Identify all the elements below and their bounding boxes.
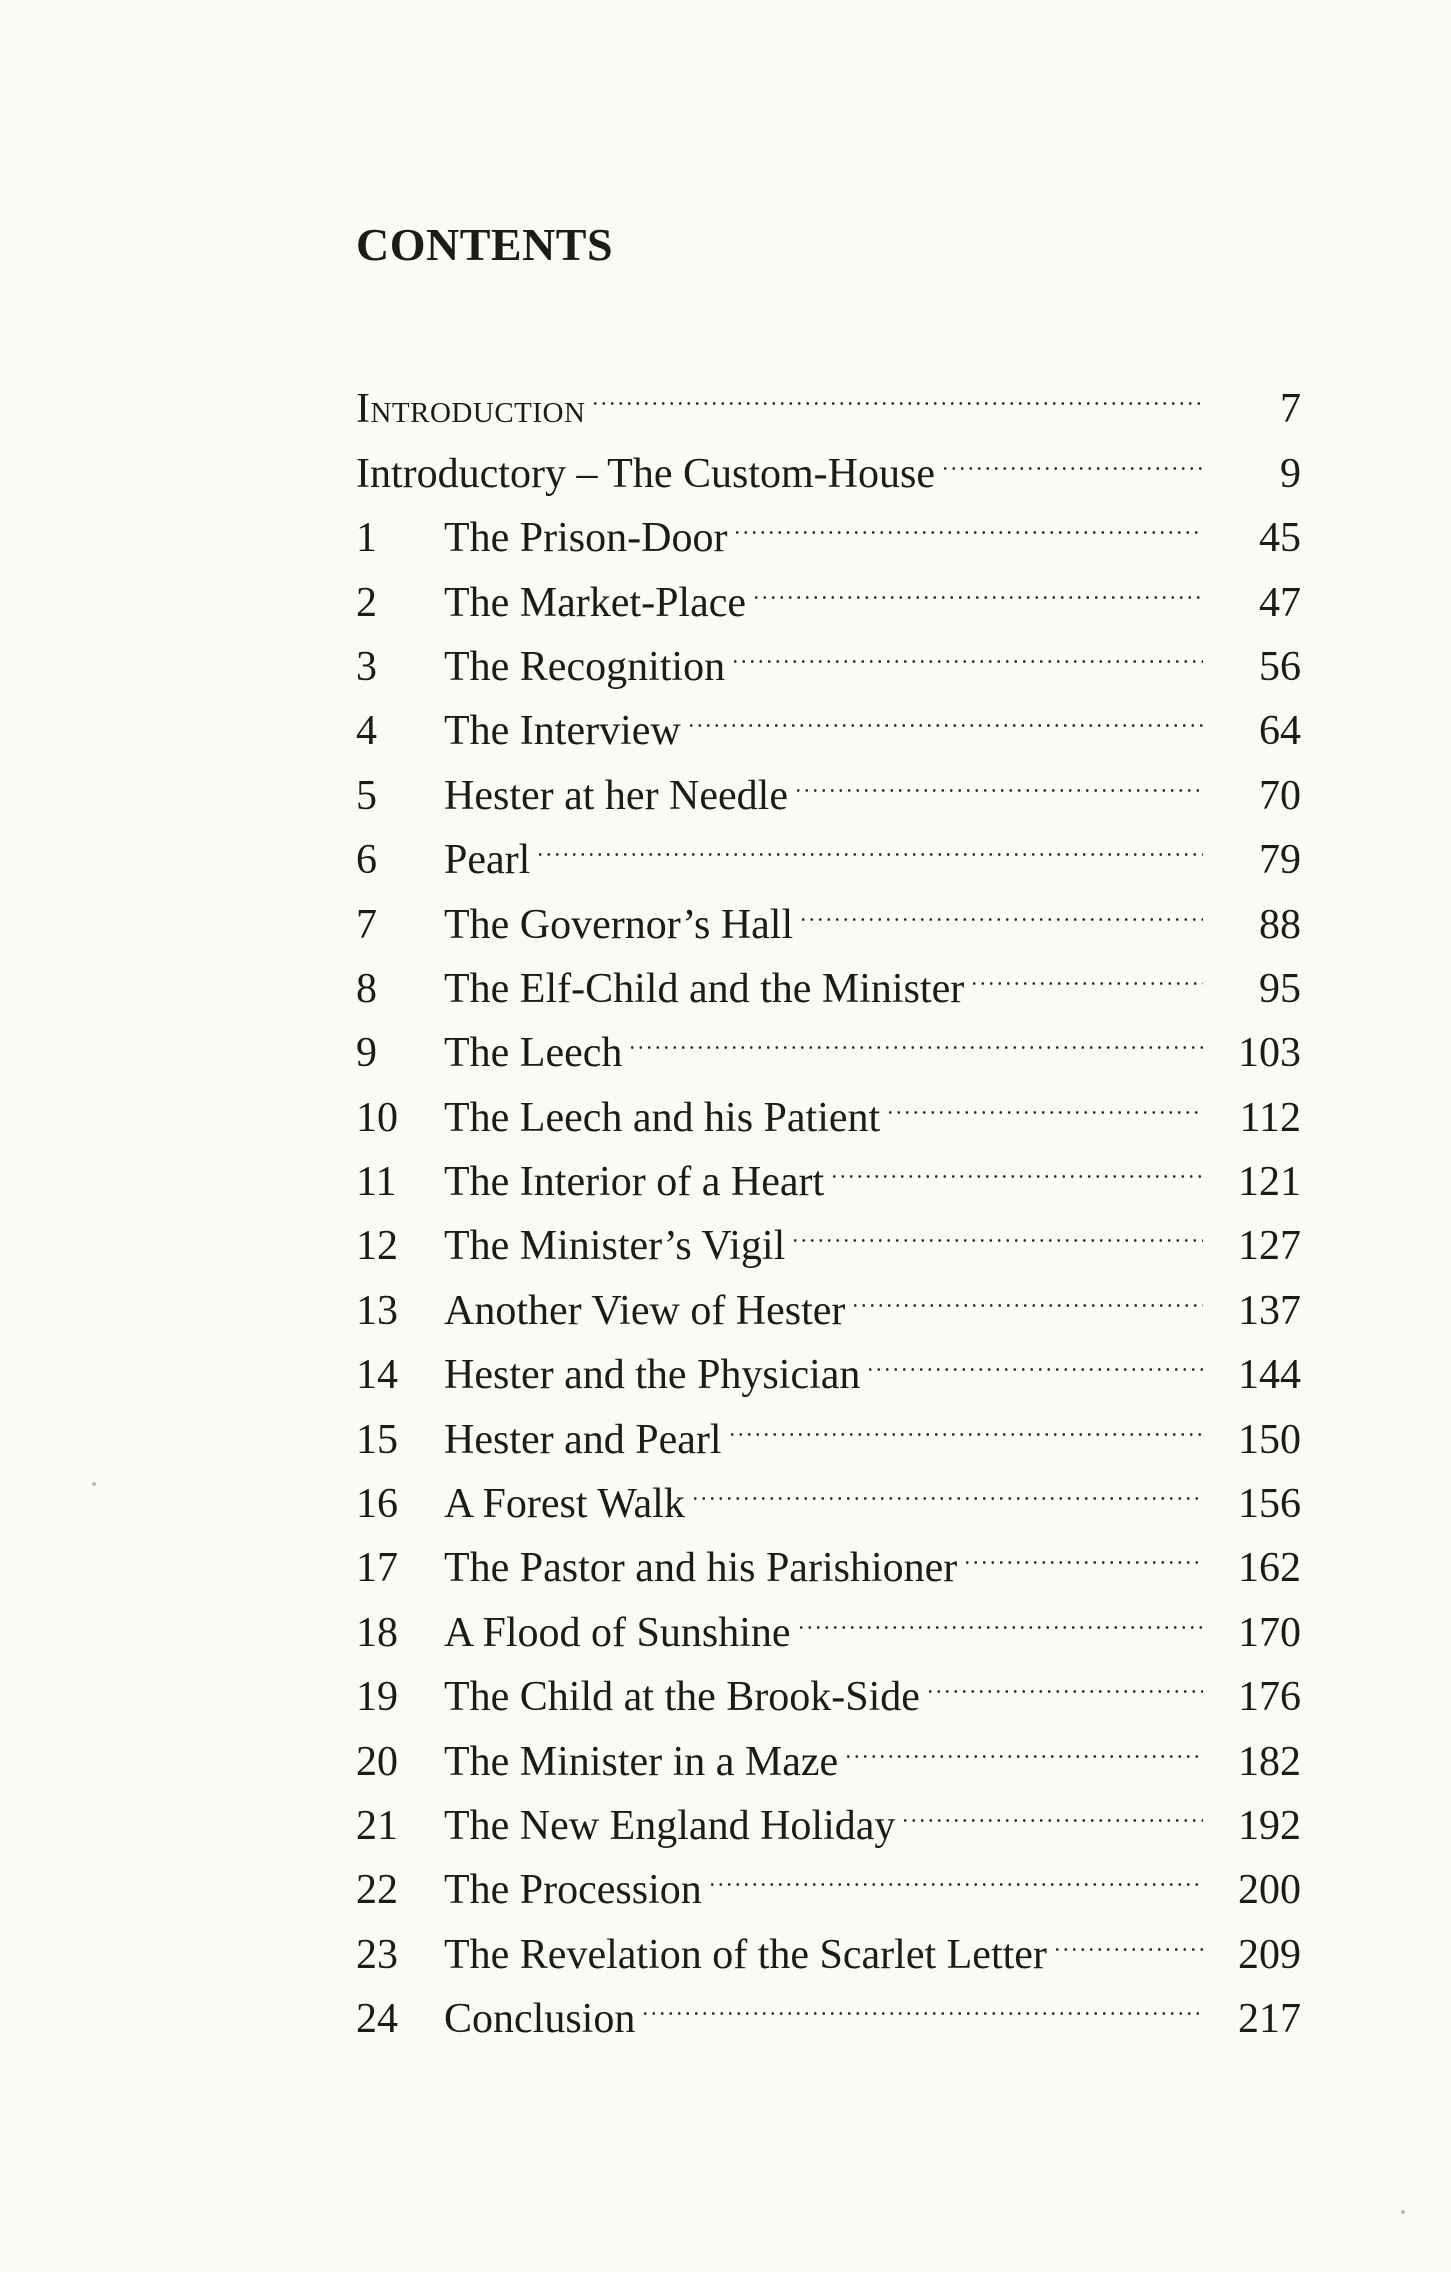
entry-page-number: 79 <box>1259 837 1301 884</box>
chapter-number: 9 <box>356 1030 377 1077</box>
chapter-number: 6 <box>356 837 377 884</box>
chapter-number: 19 <box>356 1674 398 1721</box>
toc-entry-chapter[interactable] <box>356 1131 1301 1206</box>
toc-entry-chapter[interactable] <box>356 1324 1301 1399</box>
chapter-number: 3 <box>356 643 377 690</box>
entry-page-number: 209 <box>1238 1931 1301 1978</box>
entry-page-number: 45 <box>1259 515 1301 562</box>
entry-title: The Governor’s Hall <box>444 901 794 948</box>
dot-leader <box>691 1453 1203 1517</box>
dot-leader <box>733 487 1203 551</box>
entry-title: Hester and Pearl <box>444 1416 722 1463</box>
toc-entry-chapter[interactable] <box>356 938 1301 1012</box>
chapter-number: 15 <box>356 1416 398 1463</box>
toc-entry-chapter[interactable] <box>356 744 1301 819</box>
entry-title: Another View of Hester <box>444 1287 846 1334</box>
chapter-number: 18 <box>356 1609 398 1656</box>
entry-page-number: 170 <box>1238 1609 1301 1656</box>
dot-leader <box>799 873 1203 937</box>
entry-title: Pearl <box>444 837 531 884</box>
dot-leader <box>641 1968 1203 2032</box>
dot-leader <box>797 1581 1203 1645</box>
toc-entry-chapter[interactable] <box>356 1775 1301 1849</box>
entry-title: Introduction <box>356 386 586 433</box>
entry-title: The Procession <box>444 1867 702 1914</box>
entry-page-number: 150 <box>1238 1416 1301 1463</box>
dot-leader <box>1053 1903 1203 1967</box>
dot-leader <box>886 1066 1203 1130</box>
entry-title: The Recognition <box>444 643 726 690</box>
entry-page-number: 95 <box>1259 965 1301 1012</box>
chapter-number: 5 <box>356 772 377 819</box>
chapter-number: 23 <box>356 1931 398 1978</box>
entry-title: The Pastor and his Parishioner <box>444 1545 958 1592</box>
dot-leader <box>851 1259 1203 1323</box>
entry-page-number: 70 <box>1259 772 1301 819</box>
chapter-number: 16 <box>356 1481 398 1528</box>
chapter-number: 4 <box>356 708 377 755</box>
entry-title: The Elf-Child and the Minister <box>444 965 965 1012</box>
entry-page-number: 121 <box>1238 1159 1301 1206</box>
dot-leader <box>866 1324 1203 1388</box>
toc-entry-chapter[interactable] <box>356 1002 1301 1077</box>
toc-entry-chapter[interactable] <box>356 1388 1301 1463</box>
entry-page-number: 137 <box>1238 1287 1301 1334</box>
entry-title: The Revelation of the Scarlet Letter <box>444 1931 1047 1978</box>
entry-page-number: 176 <box>1238 1674 1301 1721</box>
toc-entry-chapter[interactable] <box>356 1581 1301 1656</box>
dot-leader <box>941 422 1203 486</box>
chapter-number: 11 <box>356 1159 397 1206</box>
toc-entry-chapter[interactable] <box>356 1903 1301 1978</box>
entry-page-number: 112 <box>1239 1094 1301 1141</box>
dot-leader <box>970 938 1203 1002</box>
toc-entry-chapter[interactable] <box>356 1710 1301 1785</box>
toc-entry-chapter[interactable] <box>356 487 1301 562</box>
dot-leader <box>752 551 1203 615</box>
entry-title: The New England Holiday <box>444 1802 896 1849</box>
entry-page-number: 88 <box>1259 901 1301 948</box>
dot-leader <box>591 358 1203 422</box>
entry-title: The Interview <box>444 708 681 755</box>
entry-title: Hester and the Physician <box>444 1352 861 1399</box>
entry-page-number: 7 <box>1280 386 1301 433</box>
chapter-number: 24 <box>356 1996 398 2043</box>
chapter-number: 8 <box>356 965 377 1012</box>
entry-title: The Minister’s Vigil <box>444 1223 786 1270</box>
chapter-number: 17 <box>356 1545 398 1592</box>
dot-leader <box>794 744 1203 808</box>
chapter-number: 22 <box>356 1867 398 1914</box>
entry-title: Conclusion <box>444 1996 636 2043</box>
entry-title: The Leech <box>444 1030 623 1077</box>
dot-leader <box>687 680 1203 744</box>
entry-page-number: 162 <box>1238 1545 1301 1592</box>
entry-title: Introductory – The Custom-House <box>356 450 935 497</box>
toc-entry-chapter[interactable] <box>356 1968 1301 2043</box>
dot-leader <box>536 809 1203 873</box>
chapter-number: 13 <box>356 1287 398 1334</box>
entry-page-number: 182 <box>1238 1738 1301 1785</box>
toc-entry-chapter[interactable] <box>356 1195 1301 1270</box>
dot-leader <box>628 1002 1203 1066</box>
toc-entry-chapter[interactable] <box>356 1517 1301 1592</box>
toc-entry-chapter[interactable] <box>356 1839 1301 1914</box>
entry-page-number: 156 <box>1238 1481 1301 1528</box>
paper-speck <box>92 1482 96 1486</box>
toc-entry-chapter[interactable] <box>356 616 1301 690</box>
chapter-number: 12 <box>356 1223 398 1270</box>
chapter-number: 14 <box>356 1352 398 1399</box>
dot-leader <box>830 1131 1203 1195</box>
toc-entry-introduction[interactable] <box>356 358 1301 433</box>
entry-title: The Market-Place <box>444 579 747 626</box>
entry-title: A Flood of Sunshine <box>444 1609 791 1656</box>
entry-page-number: 127 <box>1238 1223 1301 1270</box>
paper-speck <box>1401 2210 1405 2214</box>
entry-page-number: 217 <box>1238 1996 1301 2043</box>
entry-page-number: 47 <box>1259 579 1301 626</box>
toc-entry-custom-house[interactable] <box>356 422 1301 497</box>
entry-title: The Leech and his Patient <box>444 1094 881 1141</box>
chapter-number: 1 <box>356 515 377 562</box>
entry-page-number: 192 <box>1238 1802 1301 1849</box>
dot-leader <box>963 1517 1203 1581</box>
toc-entry-chapter[interactable] <box>356 1066 1301 1141</box>
entry-title: The Child at the Brook-Side <box>444 1674 920 1721</box>
chapter-number: 10 <box>356 1094 398 1141</box>
contents-heading: CONTENTS <box>356 219 614 270</box>
chapter-number: 2 <box>356 579 377 626</box>
entry-page-number: 64 <box>1259 708 1301 755</box>
entry-title: A Forest Walk <box>444 1481 685 1528</box>
dot-leader <box>728 1388 1203 1452</box>
dot-leader <box>708 1839 1203 1903</box>
entry-title: Hester at her Needle <box>444 772 788 819</box>
entry-title: The Prison-Door <box>444 515 728 562</box>
entry-page-number: 144 <box>1238 1352 1301 1399</box>
toc-entry-chapter[interactable] <box>356 809 1301 884</box>
toc-entry-chapter[interactable] <box>356 873 1301 948</box>
toc-entry-chapter[interactable] <box>356 680 1301 755</box>
chapter-number: 7 <box>356 901 377 948</box>
entry-page-number: 103 <box>1238 1030 1301 1077</box>
chapter-number: 21 <box>356 1802 398 1849</box>
dot-leader <box>926 1646 1203 1710</box>
entry-page-number: 9 <box>1280 450 1301 497</box>
entry-title: The Minister in a Maze <box>444 1738 839 1785</box>
chapter-number: 20 <box>356 1738 398 1785</box>
table-of-contents <box>356 358 1301 2043</box>
dot-leader <box>901 1775 1203 1839</box>
dot-leader <box>791 1195 1203 1259</box>
toc-entry-chapter[interactable] <box>356 1646 1301 1721</box>
entry-page-number: 200 <box>1238 1867 1301 1914</box>
toc-entry-chapter[interactable] <box>356 1453 1301 1528</box>
dot-leader <box>731 616 1203 680</box>
entry-page-number: 56 <box>1259 643 1301 690</box>
entry-title: The Interior of a Heart <box>444 1159 825 1206</box>
toc-entry-chapter[interactable] <box>356 551 1301 626</box>
dot-leader <box>844 1710 1203 1774</box>
toc-entry-chapter[interactable] <box>356 1259 1301 1334</box>
